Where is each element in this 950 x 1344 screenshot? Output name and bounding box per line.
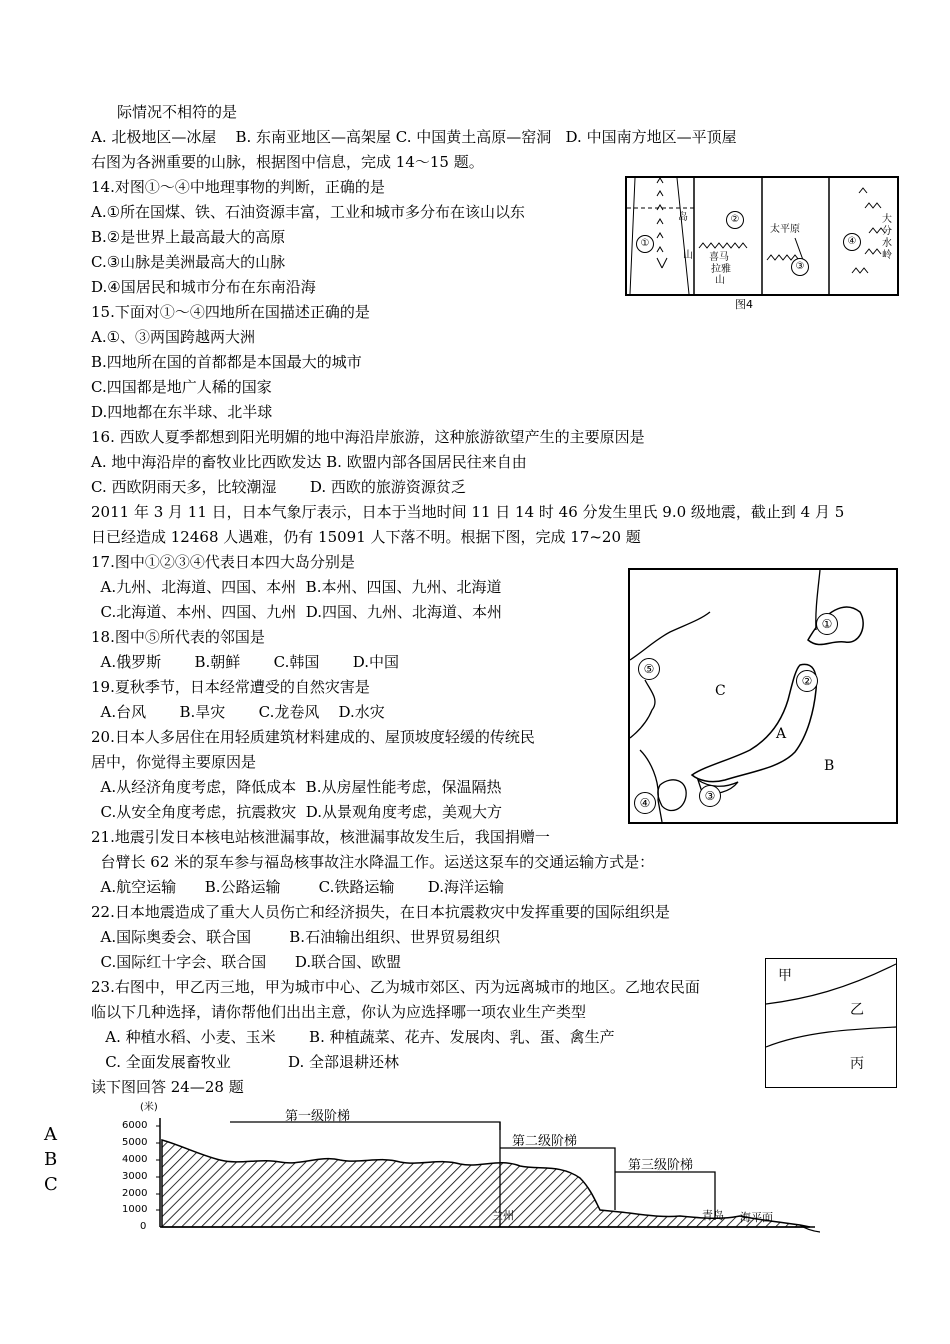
profile-step-2: 第二级阶梯 <box>512 1134 578 1149</box>
fig4-label-himalaya-2: 拉雅 <box>711 264 731 275</box>
text-line: 日已经造成 12468 人遇难，仍有 15091 人下落不明。根据下图，完成 17~20 题 <box>91 528 641 546</box>
profile-ytick-6000: 6000 <box>122 1120 148 1131</box>
text-line: 23.右图中，甲乙丙三地，甲为城市中心、乙为城市郊区、丙为远离城市的地区。乙地农民面 <box>91 978 700 996</box>
japan-marker-5: ⑤ <box>638 658 660 680</box>
text-line: C. 西欧阴雨天多，比较潮湿 D. 西欧的旅游资源贫乏 <box>91 478 466 496</box>
text-line: A.①、③两国跨越两大洲 <box>91 328 256 346</box>
text-line: A.从经济角度考虑，降低成本 B.从房屋性能考虑，保温隔热 <box>91 778 502 796</box>
text-line: 21.地震引发日本核电站核泄漏事故，核泄漏事故发生后，我国捐赠一 <box>91 828 550 846</box>
text-line: C.③山脉是美洲最高大的山脉 <box>91 253 286 271</box>
text-line: C.从安全角度考虑，抗震救灾 D.从景观角度考虑，美观大方 <box>91 803 503 821</box>
japan-map-drawing <box>630 570 896 822</box>
fig4-marker-1: ① <box>636 235 654 253</box>
text-line: A.国际奥委会、联合国 B.石油输出组织、世界贸易组织 <box>91 928 501 946</box>
text-line: 台臂长 62 米的泵车参与福岛核事故注水降温工作。运送这泵车的交通运输方式是： <box>91 853 655 871</box>
text-line: 读下图回答 24—28 题 <box>91 1078 244 1096</box>
text-line: C.北海道、本州、四国、九州 D.四国、九州、北海道、本州 <box>91 603 503 621</box>
profile-ytick-2000: 2000 <box>122 1188 148 1199</box>
text-line: D.四地都在东半球、北半球 <box>91 403 273 421</box>
mountain-figure <box>625 176 899 296</box>
text-line: A.航空运输 B.公路运输 C.铁路运输 D.海洋运输 <box>91 878 505 896</box>
text-line: 14.对图①～④中地理事物的判断，正确的是 <box>91 178 385 196</box>
fig4-caption: 图4 <box>735 298 753 311</box>
fig4-label-divide-2: 分 <box>882 226 892 237</box>
text-line: 20.日本人多居住在用轻质建筑材料建成的、屋顶坡度轻缓的传统民 <box>91 728 535 746</box>
text-line: A. 地中海沿岸的畜牧业比西欧发达 B. 欧盟内部各国居民往来自由 <box>91 453 527 471</box>
text-line: 19.夏秋季节，日本经常遭受的自然灾害是 <box>91 678 370 696</box>
text-line: 居中，你觉得主要原因是 <box>91 753 257 771</box>
zone-label-bing: 丙 <box>850 1056 864 1072</box>
zone-map <box>765 958 897 1088</box>
terrain-profile <box>100 1100 820 1240</box>
profile-ytick-3000: 3000 <box>122 1171 148 1182</box>
text-line: 际情况不相符的是 <box>117 103 238 121</box>
text-line: C.国际红十字会、联合国 D.联合国、欧盟 <box>91 953 402 971</box>
profile-ytick-5000: 5000 <box>122 1137 148 1148</box>
fig4-marker-2: ② <box>726 211 744 229</box>
text-line: D.④国居民和城市分布在东南沿海 <box>91 278 316 296</box>
text-line: B.四地所在国的首都都是本国最大的城市 <box>91 353 362 371</box>
profile-ytick-0: 0 <box>140 1221 147 1232</box>
text-line: C. 全面发展畜牧业 D. 全部退耕还林 <box>91 1053 400 1071</box>
side-letter-a: A <box>44 1124 57 1145</box>
text-line: 右图为各洲重要的山脉，根据图中信息，完成 14～15 题。 <box>91 153 484 171</box>
profile-step-1: 第一级阶梯 <box>285 1109 351 1124</box>
profile-sea-level: 海平面 <box>740 1211 773 1224</box>
profile-ytick-1000: 1000 <box>122 1204 148 1215</box>
text-line: A. 种植水稻、小麦、玉米 B. 种植蔬菜、花卉、发展肉、乳、蛋、禽生产 <box>91 1028 615 1046</box>
fig4-label-mountain: 山 <box>683 250 693 261</box>
fig4-label-himalaya-3: 山 <box>715 275 725 286</box>
profile-place-qingdao: 青岛 <box>702 1209 724 1222</box>
text-line: A.九州、北海道、四国、本州 B.本州、四国、九州、北海道 <box>91 578 502 596</box>
text-line: A.俄罗斯 B.朝鲜 C.韩国 D.中国 <box>91 653 400 671</box>
fig4-marker-4: ④ <box>843 233 861 251</box>
zone-label-yi: 乙 <box>850 1002 864 1018</box>
profile-ytick-4000: 4000 <box>122 1154 148 1165</box>
fig4-label-divide-1: 大 <box>882 214 892 225</box>
text-line: 2011 年 3 月 11 日，日本气象厅表示，日本于当地时间 11 日 14 时 46 分发生里氏 9.0 级地震，截止到 4 月 5 <box>91 503 845 521</box>
text-line: A. 北极地区—冰屋 B. 东南亚地区—高架屋 C. 中国黄土高原—窑洞 D. 中国南方地区—平顶屋 <box>91 128 737 146</box>
fig4-label-pacific: 太平原 <box>770 224 800 235</box>
fig4-label-divide-3: 水 <box>882 238 892 249</box>
japan-marker-1: ① <box>816 613 838 635</box>
fig4-label-himalaya-1: 喜马 <box>709 252 729 263</box>
japan-label-b: B <box>824 758 835 774</box>
profile-step-3: 第三级阶梯 <box>628 1158 694 1173</box>
text-line: 15.下面对①～④四地所在国描述正确的是 <box>91 303 370 321</box>
japan-label-a: A <box>776 726 787 742</box>
fig4-label-divide-4: 岭 <box>882 250 892 261</box>
text-line: 22.日本地震造成了重大人员伤亡和经济损失，在日本抗震救灾中发挥重要的国际组织是 <box>91 903 670 921</box>
japan-map <box>628 568 898 824</box>
side-letter-c: C <box>44 1174 58 1195</box>
text-line: 18.图中⑤所代表的邻国是 <box>91 628 265 646</box>
fig4-marker-3: ③ <box>791 258 809 276</box>
text-line: B.②是世界上最高最大的高原 <box>91 228 286 246</box>
text-line: A.台风 B.旱灾 C.龙卷风 D.水灾 <box>91 703 385 721</box>
fig4-label-island: 岛 <box>678 212 688 223</box>
profile-unit: (米) <box>140 1102 158 1113</box>
japan-marker-4: ④ <box>634 792 656 814</box>
text-line: C.四国都是地广人稀的国家 <box>91 378 272 396</box>
japan-marker-2: ② <box>796 670 818 692</box>
text-line: 17.图中①②③④代表日本四大岛分别是 <box>91 553 355 571</box>
japan-marker-3: ③ <box>699 785 721 807</box>
text-line: A.①所在国煤、铁、石油资源丰富，工业和城市多分布在该山以东 <box>91 203 526 221</box>
zone-label-jia: 甲 <box>778 968 792 984</box>
side-letter-b: B <box>44 1149 58 1170</box>
japan-label-c: C <box>715 683 726 699</box>
text-line: 16. 西欧人夏季都想到阳光明媚的地中海沿岸旅游，这种旅游欲望产生的主要原因是 <box>91 428 645 446</box>
profile-place-lanzhou: 兰州 <box>492 1209 514 1222</box>
text-line: 临以下几种选择，请你帮他们出出主意，你认为应选择哪一项农业生产类型 <box>91 1003 587 1021</box>
